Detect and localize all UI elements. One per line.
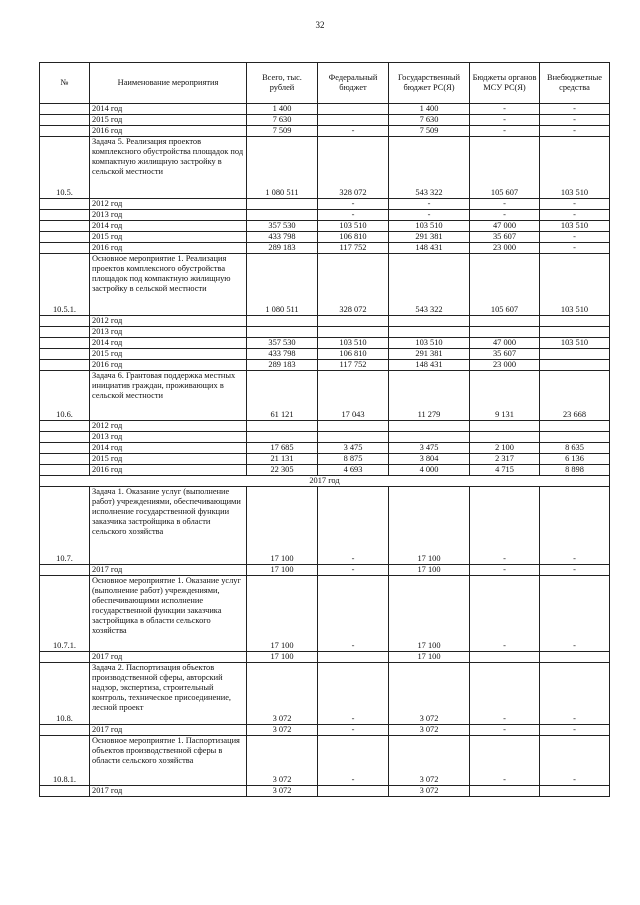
municipal-cell: 4 715 (470, 465, 540, 476)
year-row (40, 454, 610, 465)
total-cell (247, 316, 318, 327)
row-number-cell: 10.5.1. (40, 254, 90, 316)
row-number-cell (40, 786, 90, 797)
total-cell: 1 400 (247, 104, 318, 115)
year-row (40, 360, 610, 371)
total-cell: 7 509 (247, 126, 318, 137)
total-cell: 61 121 (247, 371, 318, 421)
column-header-federal: Федеральный бюджет (318, 63, 389, 104)
row-name-cell: 2017 год (90, 565, 247, 576)
federal-cell: 103 510 (318, 221, 389, 232)
year-row (40, 338, 610, 349)
extrabudget-cell (540, 316, 610, 327)
state-cell: 1 400 (389, 104, 470, 115)
row-number-cell (40, 115, 90, 126)
state-cell: 11 279 (389, 371, 470, 421)
municipal-cell: 9 131 (470, 371, 540, 421)
state-cell: 103 510 (389, 338, 470, 349)
total-cell: 1 080 511 (247, 137, 318, 199)
row-name-cell: 2014 год (90, 104, 247, 115)
year-row (40, 316, 610, 327)
row-name-cell: Основное мероприятие 1. Реализация проектов комплексного обустройства площадок под компактную жилищную застройку в сельской местности (90, 254, 247, 316)
column-header-name: Наименование мероприятия (90, 63, 247, 104)
federal-cell: - (318, 565, 389, 576)
row-number-cell (40, 104, 90, 115)
column-header-total: Всего, тыс. рублей (247, 63, 318, 104)
row-number-cell: 10.7. (40, 487, 90, 565)
task-row (40, 254, 610, 316)
total-cell: 3 072 (247, 736, 318, 786)
row-name-cell: 2015 год (90, 349, 247, 360)
total-cell: 289 183 (247, 243, 318, 254)
year-row (40, 786, 610, 797)
row-number-cell (40, 565, 90, 576)
row-number-cell (40, 454, 90, 465)
municipal-cell: - (470, 210, 540, 221)
state-cell: 291 381 (389, 349, 470, 360)
row-name-cell: Основное мероприятие 1. Паспортизация объектов производственной сферы в области сельского хозяйства (90, 736, 247, 786)
municipal-cell (470, 316, 540, 327)
municipal-cell: 23 000 (470, 360, 540, 371)
row-name-cell: 2013 год (90, 327, 247, 338)
extrabudget-cell: - (540, 210, 610, 221)
year-row (40, 652, 610, 663)
task-row (40, 736, 610, 786)
row-name-cell: 2013 год (90, 210, 247, 221)
extrabudget-cell (540, 327, 610, 338)
state-cell: 17 100 (389, 565, 470, 576)
municipal-cell: - (470, 663, 540, 725)
total-cell (247, 327, 318, 338)
row-name-cell: 2016 год (90, 126, 247, 137)
row-number-cell (40, 465, 90, 476)
section-row (40, 476, 610, 487)
total-cell: 22 305 (247, 465, 318, 476)
row-name-cell: Задача 1. Оказание услуг (выполнение работ) учреждениями, обеспечивающими исполнение государственной функции заказчика застройщика в области сельского хозяйства (90, 487, 247, 565)
municipal-cell: 35 607 (470, 232, 540, 243)
task-row (40, 371, 610, 421)
row-name-cell: 2016 год (90, 360, 247, 371)
year-row (40, 126, 610, 137)
extrabudget-cell: 103 510 (540, 254, 610, 316)
federal-cell: 106 810 (318, 232, 389, 243)
state-cell (389, 421, 470, 432)
federal-cell (318, 432, 389, 443)
municipal-cell (470, 421, 540, 432)
federal-cell (318, 421, 389, 432)
row-number-cell (40, 232, 90, 243)
extrabudget-cell: 103 510 (540, 221, 610, 232)
year-row (40, 221, 610, 232)
extrabudget-cell: - (540, 115, 610, 126)
total-cell: 17 100 (247, 652, 318, 663)
state-cell (389, 316, 470, 327)
federal-cell: - (318, 487, 389, 565)
row-name-cell: Задача 6. Грантовая поддержка местных инициатив граждан, проживающих в сельской местности (90, 371, 247, 421)
municipal-cell: 2 100 (470, 443, 540, 454)
year-row (40, 725, 610, 736)
extrabudget-cell: 23 668 (540, 371, 610, 421)
row-name-cell: 2014 год (90, 221, 247, 232)
row-name-cell: Задача 5. Реализация проектов комплексного обустройства площадок под компактную жилищную застройку в сельской местности (90, 137, 247, 199)
federal-cell: 328 072 (318, 137, 389, 199)
federal-cell: 103 510 (318, 338, 389, 349)
year-row (40, 115, 610, 126)
task-row (40, 487, 610, 565)
row-number-cell (40, 316, 90, 327)
extrabudget-cell (540, 786, 610, 797)
total-cell: 357 530 (247, 221, 318, 232)
extrabudget-cell: - (540, 487, 610, 565)
municipal-cell: - (470, 736, 540, 786)
federal-cell (318, 652, 389, 663)
federal-cell: 106 810 (318, 349, 389, 360)
column-header-municipal: Бюджеты органов МСУ РС(Я) (470, 63, 540, 104)
row-number-cell: 10.7.1. (40, 576, 90, 652)
federal-cell: 117 752 (318, 360, 389, 371)
row-name-cell: 2016 год (90, 465, 247, 476)
federal-cell (318, 327, 389, 338)
year-row (40, 327, 610, 338)
total-cell: 1 080 511 (247, 254, 318, 316)
total-cell: 17 100 (247, 565, 318, 576)
row-number-cell (40, 652, 90, 663)
municipal-cell: 23 000 (470, 243, 540, 254)
table-body (40, 104, 610, 797)
row-number-cell: 10.8. (40, 663, 90, 725)
extrabudget-cell: - (540, 736, 610, 786)
federal-cell: 8 875 (318, 454, 389, 465)
state-cell: 103 510 (389, 221, 470, 232)
total-cell (247, 199, 318, 210)
extrabudget-cell: 8 635 (540, 443, 610, 454)
extrabudget-cell: - (540, 725, 610, 736)
task-row (40, 663, 610, 725)
row-name-cell: 2017 год (90, 652, 247, 663)
state-cell: 4 000 (389, 465, 470, 476)
state-cell: 17 100 (389, 487, 470, 565)
row-name-cell: 2017 год (90, 786, 247, 797)
total-cell: 3 072 (247, 663, 318, 725)
municipal-cell: 35 607 (470, 349, 540, 360)
row-number-cell (40, 199, 90, 210)
federal-cell (318, 316, 389, 327)
task-row (40, 576, 610, 652)
extrabudget-cell: - (540, 663, 610, 725)
row-number-cell (40, 338, 90, 349)
total-cell: 433 798 (247, 232, 318, 243)
municipal-cell: - (470, 576, 540, 652)
total-cell: 7 630 (247, 115, 318, 126)
row-name-cell: 2015 год (90, 115, 247, 126)
row-number-cell (40, 421, 90, 432)
municipal-cell (470, 786, 540, 797)
year-row (40, 243, 610, 254)
column-header-state: Государственный бюджет РС(Я) (389, 63, 470, 104)
year-row (40, 210, 610, 221)
section-label: 2017 год (40, 476, 610, 487)
year-row (40, 443, 610, 454)
total-cell (247, 432, 318, 443)
municipal-cell: - (470, 104, 540, 115)
state-cell: 3 072 (389, 663, 470, 725)
total-cell: 357 530 (247, 338, 318, 349)
row-name-cell: 2015 год (90, 232, 247, 243)
total-cell: 289 183 (247, 360, 318, 371)
municipal-cell: 2 317 (470, 454, 540, 465)
municipal-cell: 47 000 (470, 338, 540, 349)
federal-cell: - (318, 199, 389, 210)
row-number-cell (40, 126, 90, 137)
state-cell: 3 072 (389, 786, 470, 797)
extrabudget-cell: 6 136 (540, 454, 610, 465)
federal-cell: - (318, 736, 389, 786)
extrabudget-cell: - (540, 565, 610, 576)
extrabudget-cell: 8 898 (540, 465, 610, 476)
row-name-cell: 2012 год (90, 421, 247, 432)
total-cell: 433 798 (247, 349, 318, 360)
year-row (40, 432, 610, 443)
row-number-cell (40, 725, 90, 736)
municipal-cell: - (470, 126, 540, 137)
year-row (40, 421, 610, 432)
municipal-cell: 105 607 (470, 254, 540, 316)
municipal-cell: - (470, 565, 540, 576)
federal-cell: 17 043 (318, 371, 389, 421)
total-cell (247, 210, 318, 221)
year-row (40, 349, 610, 360)
federal-cell: - (318, 725, 389, 736)
budget-table (39, 62, 610, 797)
extrabudget-cell (540, 432, 610, 443)
row-name-cell: Основное мероприятие 1. Оказание услуг (выполнение работ) учреждениями, обеспечивающими исполнение государственной функции заказчика застройщика в области сельского хозяйства (90, 576, 247, 652)
total-cell: 3 072 (247, 786, 318, 797)
state-cell (389, 327, 470, 338)
state-cell: 17 100 (389, 576, 470, 652)
row-number-cell (40, 443, 90, 454)
total-cell: 17 100 (247, 576, 318, 652)
total-cell (247, 421, 318, 432)
federal-cell (318, 115, 389, 126)
row-name-cell: 2012 год (90, 316, 247, 327)
extrabudget-cell (540, 360, 610, 371)
row-number-cell (40, 210, 90, 221)
row-number-cell (40, 349, 90, 360)
row-name-cell: 2014 год (90, 443, 247, 454)
federal-cell (318, 104, 389, 115)
table-header-row (40, 63, 610, 104)
extrabudget-cell: - (540, 104, 610, 115)
year-row (40, 104, 610, 115)
municipal-cell (470, 432, 540, 443)
row-number-cell (40, 221, 90, 232)
municipal-cell (470, 327, 540, 338)
state-cell: 17 100 (389, 652, 470, 663)
municipal-cell: - (470, 115, 540, 126)
column-header-number: № (40, 63, 90, 104)
row-name-cell: Задача 2. Паспортизация объектов производственной сферы, авторский надзор, экспертиза, строительный контроль, техническое присоединение, лесной проект (90, 663, 247, 725)
year-row (40, 199, 610, 210)
federal-cell: - (318, 576, 389, 652)
extrabudget-cell: 103 510 (540, 137, 610, 199)
row-name-cell: 2014 год (90, 338, 247, 349)
extrabudget-cell: - (540, 199, 610, 210)
row-number-cell: 10.5. (40, 137, 90, 199)
federal-cell: - (318, 663, 389, 725)
state-cell: - (389, 199, 470, 210)
row-name-cell: 2017 год (90, 725, 247, 736)
row-number-cell (40, 243, 90, 254)
extrabudget-cell (540, 652, 610, 663)
state-cell: 148 431 (389, 243, 470, 254)
federal-cell: 328 072 (318, 254, 389, 316)
extrabudget-cell: - (540, 232, 610, 243)
municipal-cell: 47 000 (470, 221, 540, 232)
state-cell (389, 432, 470, 443)
row-name-cell: 2013 год (90, 432, 247, 443)
state-cell: 3 072 (389, 725, 470, 736)
row-name-cell: 2015 год (90, 454, 247, 465)
year-row (40, 465, 610, 476)
federal-cell: - (318, 126, 389, 137)
row-number-cell (40, 360, 90, 371)
state-cell: 543 322 (389, 254, 470, 316)
row-name-cell: 2012 год (90, 199, 247, 210)
federal-cell: 3 475 (318, 443, 389, 454)
total-cell: 3 072 (247, 725, 318, 736)
task-row (40, 137, 610, 199)
federal-cell: - (318, 210, 389, 221)
extrabudget-cell: - (540, 126, 610, 137)
state-cell: 7 630 (389, 115, 470, 126)
state-cell: 7 509 (389, 126, 470, 137)
state-cell: 148 431 (389, 360, 470, 371)
municipal-cell: 105 607 (470, 137, 540, 199)
total-cell: 17 685 (247, 443, 318, 454)
page-number: 32 (315, 20, 325, 30)
state-cell: 3 072 (389, 736, 470, 786)
federal-cell (318, 786, 389, 797)
column-header-extrabudget: Внебюджетные средства (540, 63, 610, 104)
state-cell: 291 381 (389, 232, 470, 243)
state-cell: 3 475 (389, 443, 470, 454)
extrabudget-cell: - (540, 576, 610, 652)
extrabudget-cell: - (540, 243, 610, 254)
municipal-cell: - (470, 199, 540, 210)
total-cell: 17 100 (247, 487, 318, 565)
total-cell: 21 131 (247, 454, 318, 465)
row-name-cell: 2016 год (90, 243, 247, 254)
extrabudget-cell: 103 510 (540, 338, 610, 349)
row-number-cell (40, 327, 90, 338)
federal-cell: 4 693 (318, 465, 389, 476)
year-row (40, 565, 610, 576)
extrabudget-cell (540, 349, 610, 360)
state-cell: 543 322 (389, 137, 470, 199)
row-number-cell (40, 432, 90, 443)
municipal-cell: - (470, 487, 540, 565)
municipal-cell: - (470, 725, 540, 736)
state-cell: 3 804 (389, 454, 470, 465)
extrabudget-cell (540, 421, 610, 432)
row-number-cell: 10.6. (40, 371, 90, 421)
municipal-cell (470, 652, 540, 663)
federal-cell: 117 752 (318, 243, 389, 254)
row-number-cell: 10.8.1. (40, 736, 90, 786)
state-cell: - (389, 210, 470, 221)
year-row (40, 232, 610, 243)
